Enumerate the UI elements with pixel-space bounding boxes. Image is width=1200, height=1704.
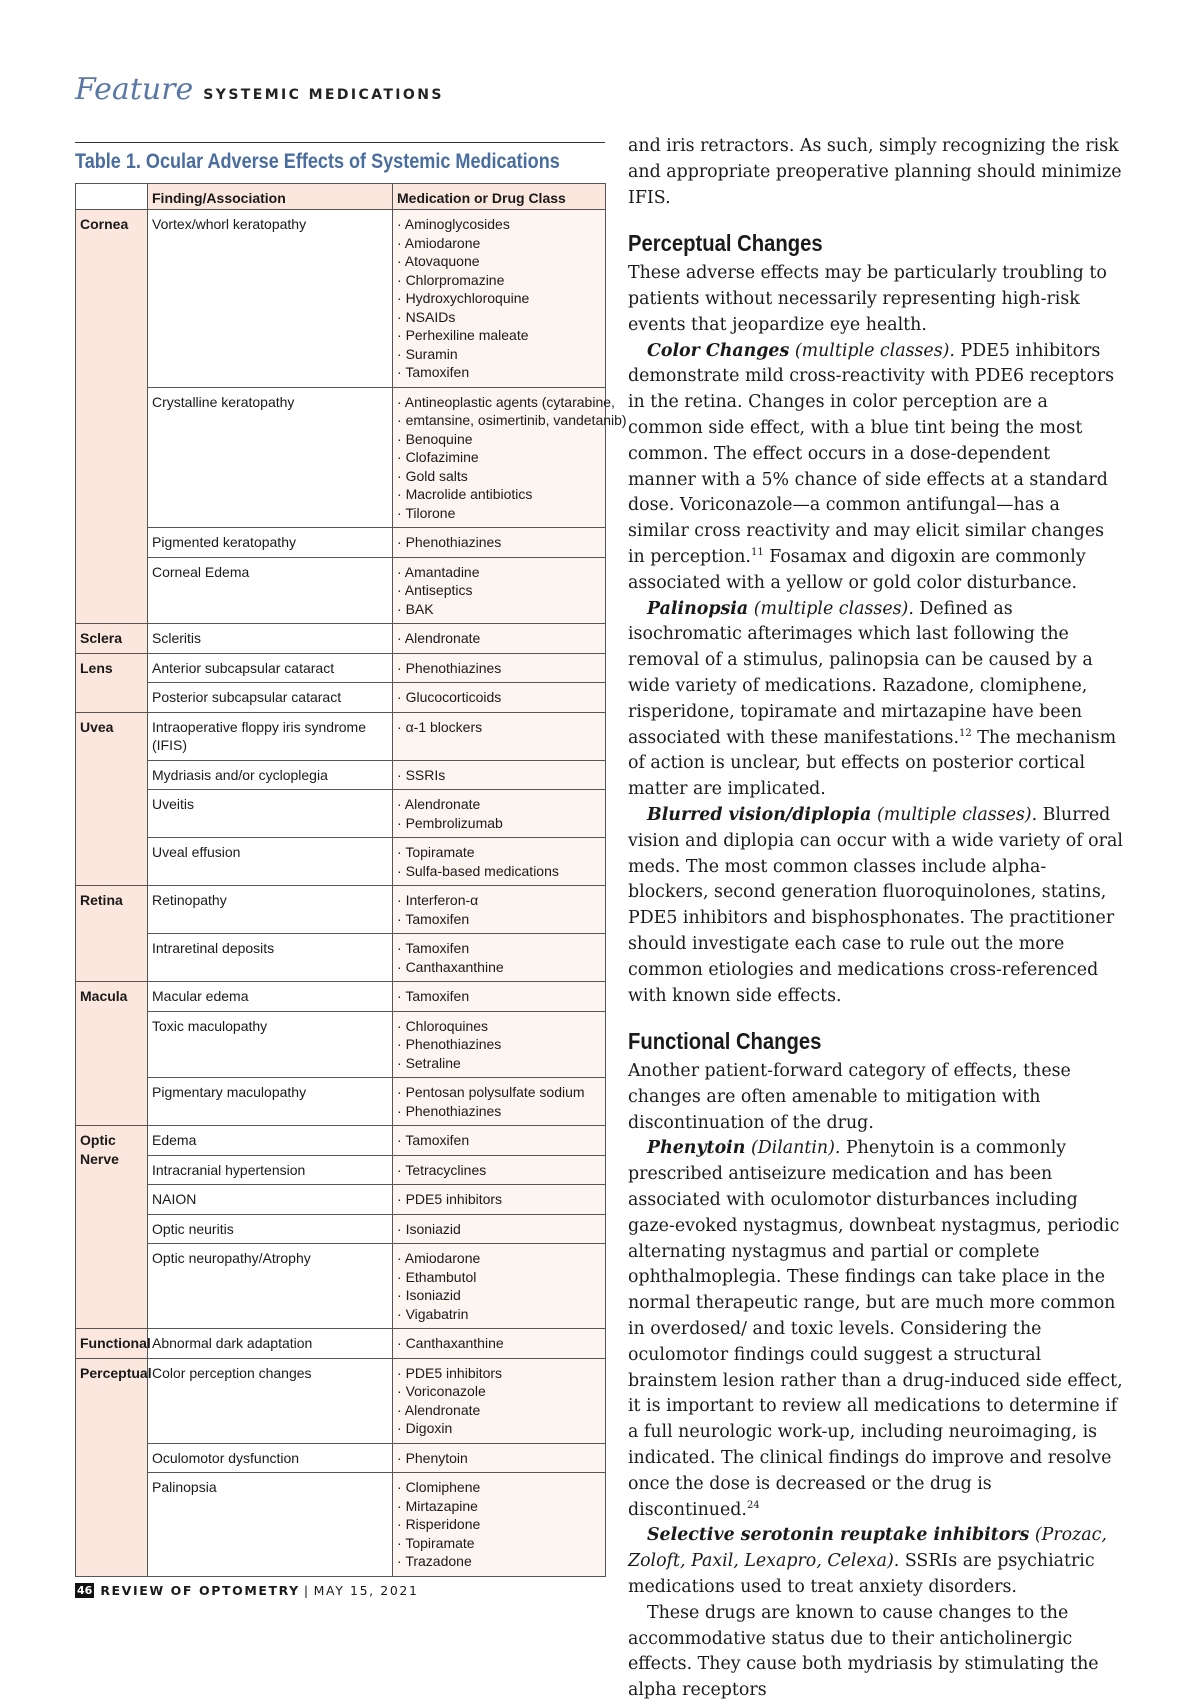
table-row bbox=[76, 838, 606, 886]
publication-name: REVIEW OF OPTOMETRY bbox=[100, 1583, 300, 1598]
medication-cell bbox=[393, 624, 606, 654]
category-cell: Perceptual bbox=[76, 1358, 148, 1576]
phenytoin-lead: Phenytoin bbox=[647, 1138, 746, 1159]
ssri-lead: Selective serotonin reuptake inhibitors bbox=[647, 1525, 1030, 1546]
table-row bbox=[76, 1011, 606, 1078]
medication-cell bbox=[393, 1214, 606, 1244]
table-header-row bbox=[76, 184, 606, 210]
finding-cell: Pigmented keratopathy bbox=[148, 528, 393, 558]
medication-cell bbox=[393, 387, 627, 528]
medication-item: · Amiodarone bbox=[397, 1249, 601, 1268]
finding-cell: Intraretinal deposits bbox=[148, 934, 393, 982]
blurred-vision-paren: (multiple classes). bbox=[876, 804, 1038, 825]
medication-item: · BAK bbox=[397, 600, 601, 619]
accommodation-paragraph: These drugs are known to cause changes to the accommodative status due to their anticholinergic effects. They cause both mydriasis by stimulating the alpha receptors bbox=[628, 1602, 1099, 1701]
table-row bbox=[76, 1185, 606, 1215]
medication-item: · Interferon-α bbox=[397, 891, 601, 910]
category-cell: Optic Nerve bbox=[76, 1126, 148, 1329]
table-row bbox=[76, 1358, 606, 1443]
color-changes-text: PDE5 inhibitors demonstrate mild cross-reactivity with PDE6 receptors in the retina. Changes in color perception are a common side effect, with a blue tint being the most common. The effect occurs in a dose-dependent manner with a 5% chance of side effects at a standard dose. Voriconazole—a common antifungal—has a similar cross reactivity and may elicit similar changes in perception. bbox=[628, 340, 1115, 567]
medication-item: · α-1 blockers bbox=[397, 718, 601, 737]
blurred-vision-lead: Blurred vision/diplopia bbox=[647, 804, 872, 825]
table-title: Table 1. Ocular Adverse Effects of Systemic Medications bbox=[75, 150, 560, 173]
phenytoin-paren: (Dilantin). bbox=[750, 1138, 841, 1159]
functional-heading: Functional Changes bbox=[628, 1028, 822, 1055]
phenytoin-text: Phenytoin is a commonly prescribed antiseizure medication and has been associated with oculomotor disturbances including gaze-evoked nystagmus, downbeat nystagmus, periodic alternating nystagmus and partial or complete ophthalmoplegia. These findings can take place in the normal therapeutic range, but are much more common in overdosed/ and toxic levels. Considering the oculomotor findings could suggest a structural brainstem lesion rather than a drug-induced side effect, it is important to review all medications to determine if a full neurologic work-up, including neuroimaging, is indicated. The clinical findings do improve and resolve once the dose is decreased or the drug is discontinued. bbox=[628, 1138, 1123, 1520]
finding-cell: Color perception changes bbox=[148, 1358, 393, 1443]
medication-item: · Phenothiazines bbox=[397, 533, 601, 552]
medication-item: · Hydroxychloroquine bbox=[397, 289, 601, 308]
section-label: SYSTEMIC MEDICATIONS bbox=[203, 87, 444, 103]
medication-item: · Chloroquines bbox=[397, 1017, 601, 1036]
medication-item: · Alendronate bbox=[397, 1401, 601, 1420]
medication-cell bbox=[393, 1126, 606, 1156]
medication-item: · Chlorpromazine bbox=[397, 271, 601, 290]
category-cell: Lens bbox=[76, 653, 148, 712]
medication-item: · Clomiphene bbox=[397, 1478, 601, 1497]
medication-item: · Gold salts bbox=[397, 467, 601, 486]
medication-item: · Phenytoin bbox=[397, 1449, 601, 1468]
medication-cell bbox=[393, 683, 606, 713]
table-panel bbox=[75, 142, 627, 1577]
medication-cell bbox=[393, 1155, 606, 1185]
category-cell: Uvea bbox=[76, 712, 148, 886]
medication-item: · Amantadine bbox=[397, 563, 601, 582]
table-row bbox=[76, 1443, 606, 1473]
category-cell: Sclera bbox=[76, 624, 148, 654]
finding-cell: Anterior subcapsular cataract bbox=[148, 653, 393, 683]
finding-cell: Oculomotor dysfunction bbox=[148, 1443, 393, 1473]
medication-item: · PDE5 inhibitors bbox=[397, 1190, 601, 1209]
medication-cell bbox=[393, 934, 606, 982]
finding-cell: Abnormal dark adaptation bbox=[148, 1329, 393, 1359]
medication-cell bbox=[393, 712, 606, 760]
medication-item: · SSRIs bbox=[397, 766, 601, 785]
intro-paragraph: and iris retractors. As such, simply recognizing the risk and appropriate preoperative planning should minimize IFIS. bbox=[628, 136, 1122, 208]
medication-item: · Amiodarone bbox=[397, 234, 601, 253]
medication-item: · Phenothiazines bbox=[397, 1102, 601, 1121]
medication-item: · Antineoplastic agents (cytarabine, bbox=[397, 393, 601, 412]
medication-item: · Alendronate bbox=[397, 795, 601, 814]
finding-cell: Scleritis bbox=[148, 624, 393, 654]
finding-cell: Toxic maculopathy bbox=[148, 1011, 393, 1078]
medication-item: · NSAIDs bbox=[397, 308, 601, 327]
finding-cell: Retinopathy bbox=[148, 886, 393, 934]
header-finding: Finding/Association bbox=[148, 184, 393, 210]
medication-item: · Clofazimine bbox=[397, 448, 601, 467]
page-header bbox=[75, 72, 444, 107]
table-row bbox=[76, 557, 606, 624]
table-row bbox=[76, 1214, 606, 1244]
feature-label: Feature bbox=[75, 72, 194, 107]
category-cell: Cornea bbox=[76, 210, 148, 624]
finding-cell: Uveal effusion bbox=[148, 838, 393, 886]
medication-cell bbox=[393, 1358, 606, 1443]
medication-cell bbox=[393, 1329, 606, 1359]
medication-item: · Tetracyclines bbox=[397, 1161, 601, 1180]
medication-item: · Atovaquone bbox=[397, 252, 601, 271]
medication-item: · Topiramate bbox=[397, 843, 601, 862]
table-top-rule bbox=[75, 142, 605, 143]
blurred-vision-text: Blurred vision and diplopia can occur with a wide variety of oral meds. The most common classes include alpha-blockers, second generation fluoroquinolones, statins, PDE5 inhibitors and bisphosphonates. The practitioner should investigate each case to rule out the more common etiologies and medications cross-referenced with known side effects. bbox=[628, 804, 1123, 1006]
color-changes-lead: Color Changes bbox=[647, 340, 790, 361]
table-row bbox=[76, 712, 606, 760]
finding-cell: Palinopsia bbox=[148, 1473, 393, 1577]
finding-cell: Optic neuritis bbox=[148, 1214, 393, 1244]
table-row bbox=[76, 1329, 606, 1359]
medication-item: · Macrolide antibiotics bbox=[397, 485, 601, 504]
finding-cell: NAION bbox=[148, 1185, 393, 1215]
medication-item: · emtansine, osimertinib, vandetanib) bbox=[397, 411, 601, 430]
table-row bbox=[76, 934, 606, 982]
medication-item: · Perhexiline maleate bbox=[397, 326, 601, 345]
table-row bbox=[76, 653, 606, 683]
finding-cell: Corneal Edema bbox=[148, 557, 393, 624]
medication-item: · Antiseptics bbox=[397, 581, 601, 600]
table-row bbox=[76, 1473, 606, 1577]
color-changes-text-2: Fosamax and digoxin are commonly associated with a yellow or gold color disturbance. bbox=[628, 546, 1086, 593]
medication-item: · Sulfa-based medications bbox=[397, 862, 601, 881]
finding-cell: Intracranial hypertension bbox=[148, 1155, 393, 1185]
medication-item: · Tamoxifen bbox=[397, 910, 601, 929]
palinopsia-paren: (multiple classes). bbox=[753, 598, 914, 619]
medication-item: · Digoxin bbox=[397, 1419, 601, 1438]
medication-item: · Tamoxifen bbox=[397, 939, 601, 958]
table-row bbox=[76, 210, 606, 388]
medication-item: · Isoniazid bbox=[397, 1286, 601, 1305]
table-row bbox=[76, 982, 606, 1012]
table-row bbox=[76, 387, 606, 528]
color-changes-paren: (multiple classes). bbox=[794, 340, 955, 361]
ref-12: 12 bbox=[959, 727, 972, 739]
perceptual-heading: Perceptual Changes bbox=[628, 230, 823, 257]
medication-item: · Voriconazole bbox=[397, 1382, 601, 1401]
medication-item: · Isoniazid bbox=[397, 1220, 601, 1239]
medication-cell bbox=[393, 1443, 606, 1473]
phenytoin-paragraph bbox=[628, 1136, 1123, 1523]
medication-cell bbox=[393, 210, 606, 388]
page-footer bbox=[75, 1583, 419, 1598]
perceptual-intro: These adverse effects may be particularly troubling to patients without necessarily representing high-risk events that jeopardize eye health. bbox=[628, 263, 1107, 335]
medication-cell bbox=[393, 557, 606, 624]
ssri-text: SSRIs are psychiatric medications used to treat anxiety disorders. bbox=[628, 1551, 1095, 1598]
medication-cell bbox=[393, 1185, 606, 1215]
medication-cell bbox=[393, 1078, 606, 1126]
medication-item: · PDE5 inhibitors bbox=[397, 1364, 601, 1383]
medication-item: · Suramin bbox=[397, 345, 601, 364]
medication-item: · Glucocorticoids bbox=[397, 688, 601, 707]
ref-24: 24 bbox=[746, 1499, 760, 1511]
article-column bbox=[628, 134, 1123, 1704]
finding-cell: Pigmentary maculopathy bbox=[148, 1078, 393, 1126]
finding-cell: Optic neuropathy/Atrophy bbox=[148, 1244, 393, 1329]
table-row bbox=[76, 1078, 606, 1126]
table-row bbox=[76, 624, 606, 654]
table-body bbox=[76, 210, 627, 1577]
palinopsia-text: Defined as isochromatic afterimages which last following the removal of a stimulus, palinopsia can be caused by a wide variety of medications. Razadone, clomiphene, risperidone, topiramate and mirtazapine have been associated with these manifestations. bbox=[628, 598, 1093, 748]
ref-11: 11 bbox=[750, 547, 764, 559]
palinopsia-text-2: The mechanism of action is unclear, but effects on posterior cortical matter are implicated. bbox=[628, 727, 1117, 800]
medication-cell bbox=[393, 982, 606, 1012]
finding-cell: Edema bbox=[148, 1126, 393, 1156]
medication-cell bbox=[393, 653, 606, 683]
medication-item: · Trazadone bbox=[397, 1552, 601, 1571]
medication-cell bbox=[393, 886, 606, 934]
table-row bbox=[76, 1126, 606, 1156]
medication-item: · Setraline bbox=[397, 1054, 601, 1073]
table-row bbox=[76, 528, 606, 558]
medication-item: · Tamoxifen bbox=[397, 1131, 601, 1150]
medication-cell bbox=[393, 1473, 606, 1577]
medication-cell bbox=[393, 1244, 606, 1329]
medication-item: · Tamoxifen bbox=[397, 363, 601, 382]
medication-item: · Tamoxifen bbox=[397, 987, 601, 1006]
medication-item: · Canthaxanthine bbox=[397, 1334, 601, 1353]
color-changes-paragraph bbox=[628, 339, 1123, 597]
page-number: 46 bbox=[77, 1584, 93, 1597]
finding-cell: Macular edema bbox=[148, 982, 393, 1012]
medication-item: · Phenothiazines bbox=[397, 1035, 601, 1054]
functional-intro: Another patient-forward category of effects, these changes are often amenable to mitigation with discontinuation of the drug. bbox=[628, 1061, 1071, 1133]
medication-cell bbox=[393, 1011, 606, 1078]
table-row bbox=[76, 683, 606, 713]
medication-item: · Vigabatrin bbox=[397, 1305, 601, 1324]
medication-item: · Canthaxanthine bbox=[397, 958, 601, 977]
table-row bbox=[76, 790, 606, 838]
table-row bbox=[76, 886, 606, 934]
table-row bbox=[76, 1155, 606, 1185]
finding-cell: Vortex/whorl keratopathy bbox=[148, 210, 393, 388]
medication-item: · Alendronate bbox=[397, 629, 601, 648]
finding-cell: Posterior subcapsular cataract bbox=[148, 683, 393, 713]
palinopsia-lead: Palinopsia bbox=[647, 598, 749, 619]
medication-item: · Mirtazapine bbox=[397, 1497, 601, 1516]
medication-item: · Ethambutol bbox=[397, 1268, 601, 1287]
medication-item: · Benoquine bbox=[397, 430, 601, 449]
medication-item: · Risperidone bbox=[397, 1515, 601, 1534]
finding-cell: Mydriasis and/or cycloplegia bbox=[148, 760, 393, 790]
medication-item: · Tilorone bbox=[397, 504, 601, 523]
medication-item: · Pembrolizumab bbox=[397, 814, 601, 833]
ssri-paren: (Prozac, Zoloft, Paxil, Lexapro, Celexa). bbox=[628, 1525, 1107, 1572]
medication-cell bbox=[393, 528, 606, 558]
header-blank-cell bbox=[76, 184, 148, 210]
medication-cell bbox=[393, 790, 606, 838]
finding-cell: Intraoperative floppy iris syndrome (IFIS) bbox=[148, 712, 393, 760]
medication-cell bbox=[393, 760, 606, 790]
table-row bbox=[76, 1244, 606, 1329]
blurred-vision-paragraph bbox=[628, 803, 1123, 1009]
category-cell: Retina bbox=[76, 886, 148, 982]
ssri-paragraph bbox=[628, 1523, 1123, 1600]
category-cell: Macula bbox=[76, 982, 148, 1126]
header-medication: Medication or Drug Class bbox=[393, 184, 606, 210]
adverse-effects-table bbox=[75, 183, 627, 1577]
footer-separator: | bbox=[303, 1583, 310, 1598]
medication-cell bbox=[393, 838, 606, 886]
issue-date: MAY 15, 2021 bbox=[313, 1583, 419, 1598]
category-cell: Functional bbox=[76, 1329, 148, 1359]
table-row bbox=[76, 760, 606, 790]
medication-item: · Topiramate bbox=[397, 1534, 601, 1553]
medication-item: · Aminoglycosides bbox=[397, 215, 601, 234]
medication-item: · Pentosan polysulfate sodium bbox=[397, 1083, 601, 1102]
palinopsia-paragraph bbox=[628, 597, 1123, 803]
finding-cell: Crystalline keratopathy bbox=[148, 387, 393, 528]
finding-cell: Uveitis bbox=[148, 790, 393, 838]
medication-item: · Phenothiazines bbox=[397, 659, 601, 678]
